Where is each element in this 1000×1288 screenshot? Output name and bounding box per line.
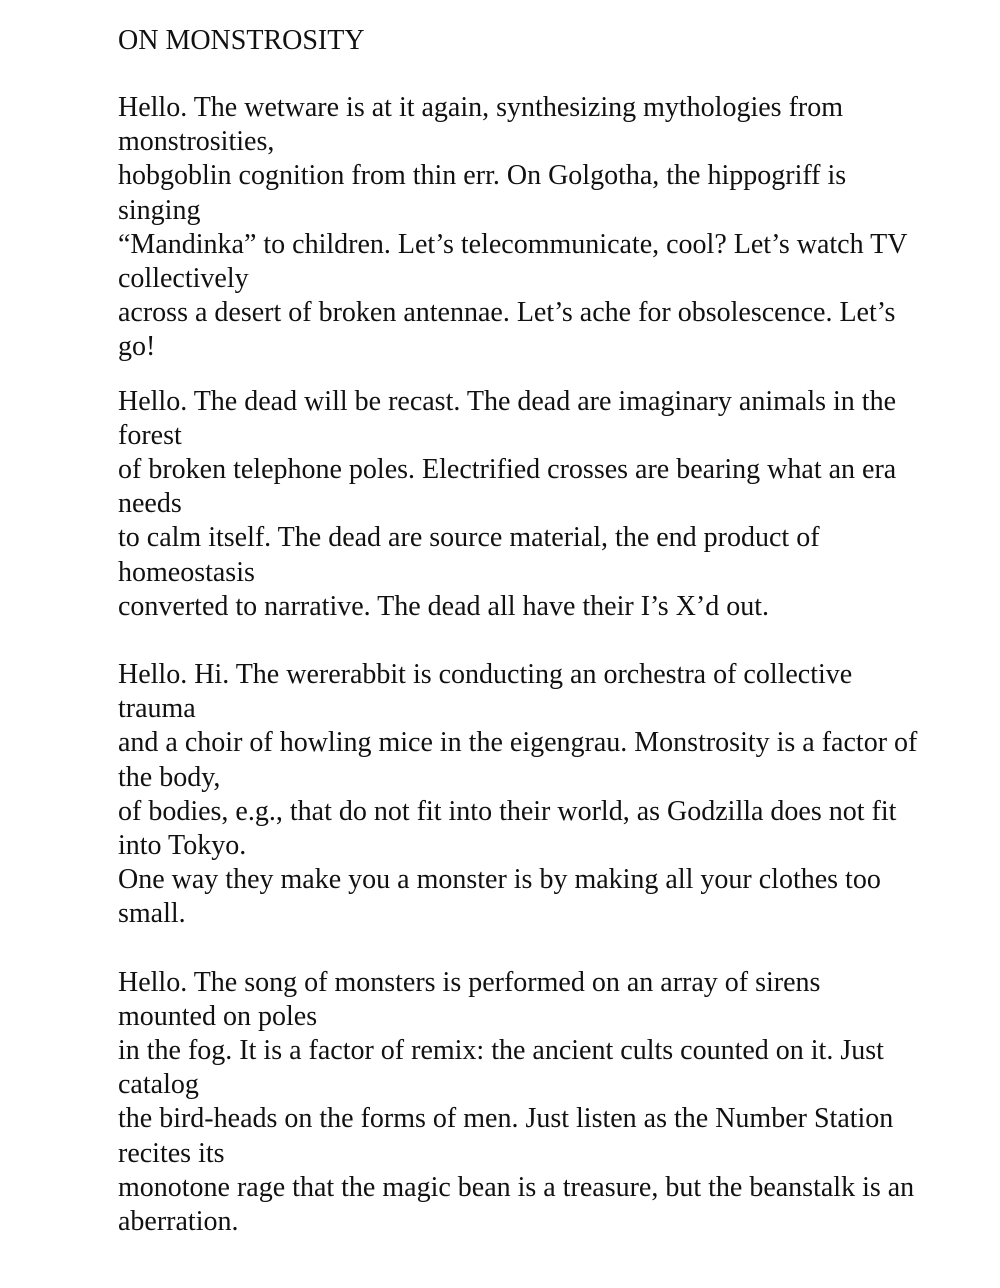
stanza-1 — [118, 91, 918, 365]
poem-line: in the fog. It is a factor of remix: the ancient cults counted on it. Just catalog — [118, 1035, 884, 1101]
poem-line: “Mandinka” to children. Let’s telecommunicate, cool? Let’s watch TV collectively — [118, 228, 907, 295]
poem-line: converted to narrative. The dead all have their I’s X’d out. — [118, 590, 770, 622]
poem-line: the bird-heads on the forms of men. Just listen as the Number Station recites its — [118, 1103, 894, 1169]
poem-line: of broken telephone poles. Electrified crosses are bearing what an era needs — [118, 454, 897, 520]
stanza-3 — [118, 658, 918, 932]
poem-title: ON MONSTROSITY — [118, 25, 365, 56]
poem-line: Hello. The wetware is at it again, synthesizing mythologies from monstrosities, — [118, 92, 843, 158]
poem-line: of bodies, e.g., that do not fit into their world, as Godzilla does not fit into Tokyo. — [118, 795, 897, 862]
poem-line: and a choir of howling mice in the eigengrau. Monstrosity is a factor of the body, — [118, 727, 918, 793]
poem-line: to calm itself. The dead are source material, the end product of homeostasis — [118, 522, 820, 588]
poem-line: across a desert of broken antennae. Let’s ache for obsolescence. Let’s go! — [118, 297, 896, 363]
poem-line: hobgoblin cognition from thin err. On Golgotha, the hippogriff is singing — [118, 160, 847, 226]
poem-line: Hello. The dead will be recast. The dead are imaginary animals in the forest — [118, 385, 897, 451]
poem-line: Hello. The song of monsters is performed on an array of sirens mounted on poles — [118, 966, 821, 1032]
stanza-4 — [118, 966, 918, 1240]
poem-line: One way they make you a monster is by making all your clothes too small. — [118, 864, 881, 930]
stanza-2 — [118, 385, 918, 624]
poem-page — [118, 24, 918, 1239]
poem-line: monotone rage that the magic bean is a treasure, but the beanstalk is an aberration. — [118, 1171, 915, 1238]
poem-line: Hello. Hi. The wererabbit is conducting an orchestra of collective trauma — [118, 659, 853, 725]
